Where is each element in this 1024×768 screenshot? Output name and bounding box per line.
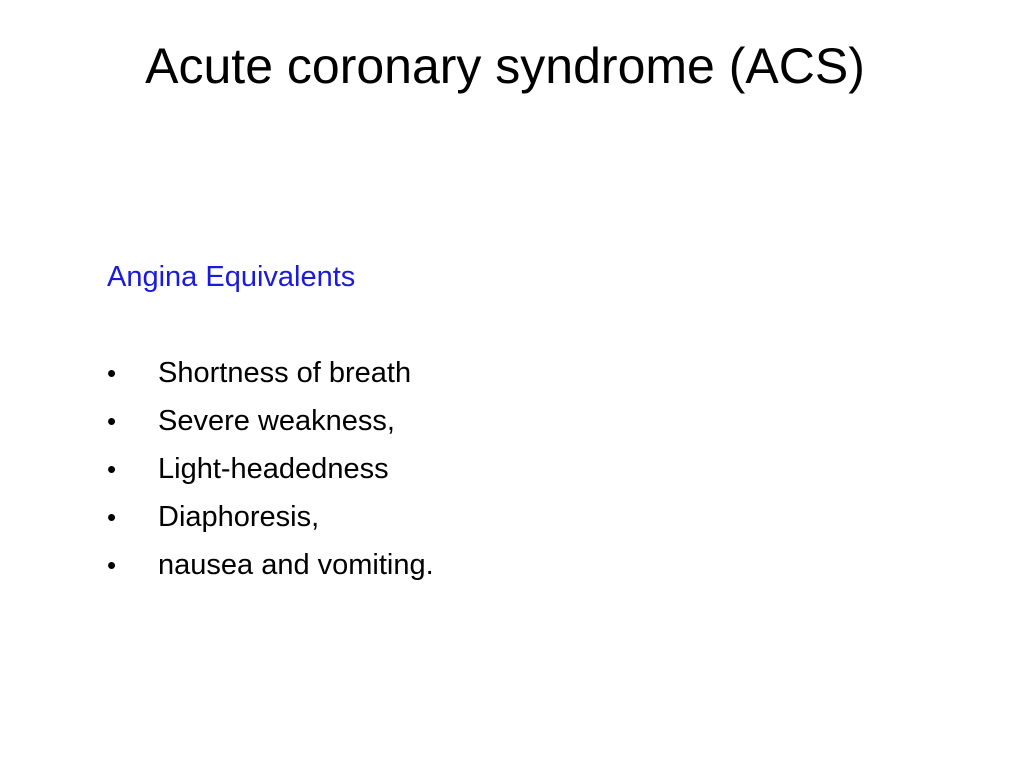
- bullet-icon: •: [107, 406, 117, 436]
- list-item-text: Diaphoresis,: [158, 501, 320, 533]
- symptom-list: [107, 355, 434, 595]
- bullet-icon: •: [107, 550, 117, 580]
- slide-title: Acute coronary syndrome (ACS): [145, 38, 865, 94]
- list-item: [107, 547, 434, 595]
- list-item: [107, 403, 434, 451]
- list-item-text: Severe weakness,: [158, 405, 395, 437]
- list-item-text: Light-headedness: [158, 453, 389, 485]
- bullet-icon: •: [107, 454, 117, 484]
- bullet-icon: •: [107, 358, 117, 388]
- list-item: [107, 355, 434, 403]
- list-item-text: Shortness of breath: [158, 357, 412, 389]
- list-item-text: nausea and vomiting.: [158, 549, 434, 581]
- section-subheading: Angina Equivalents: [107, 261, 356, 293]
- list-item: [107, 451, 434, 499]
- bullet-icon: •: [107, 502, 117, 532]
- list-item: [107, 499, 434, 547]
